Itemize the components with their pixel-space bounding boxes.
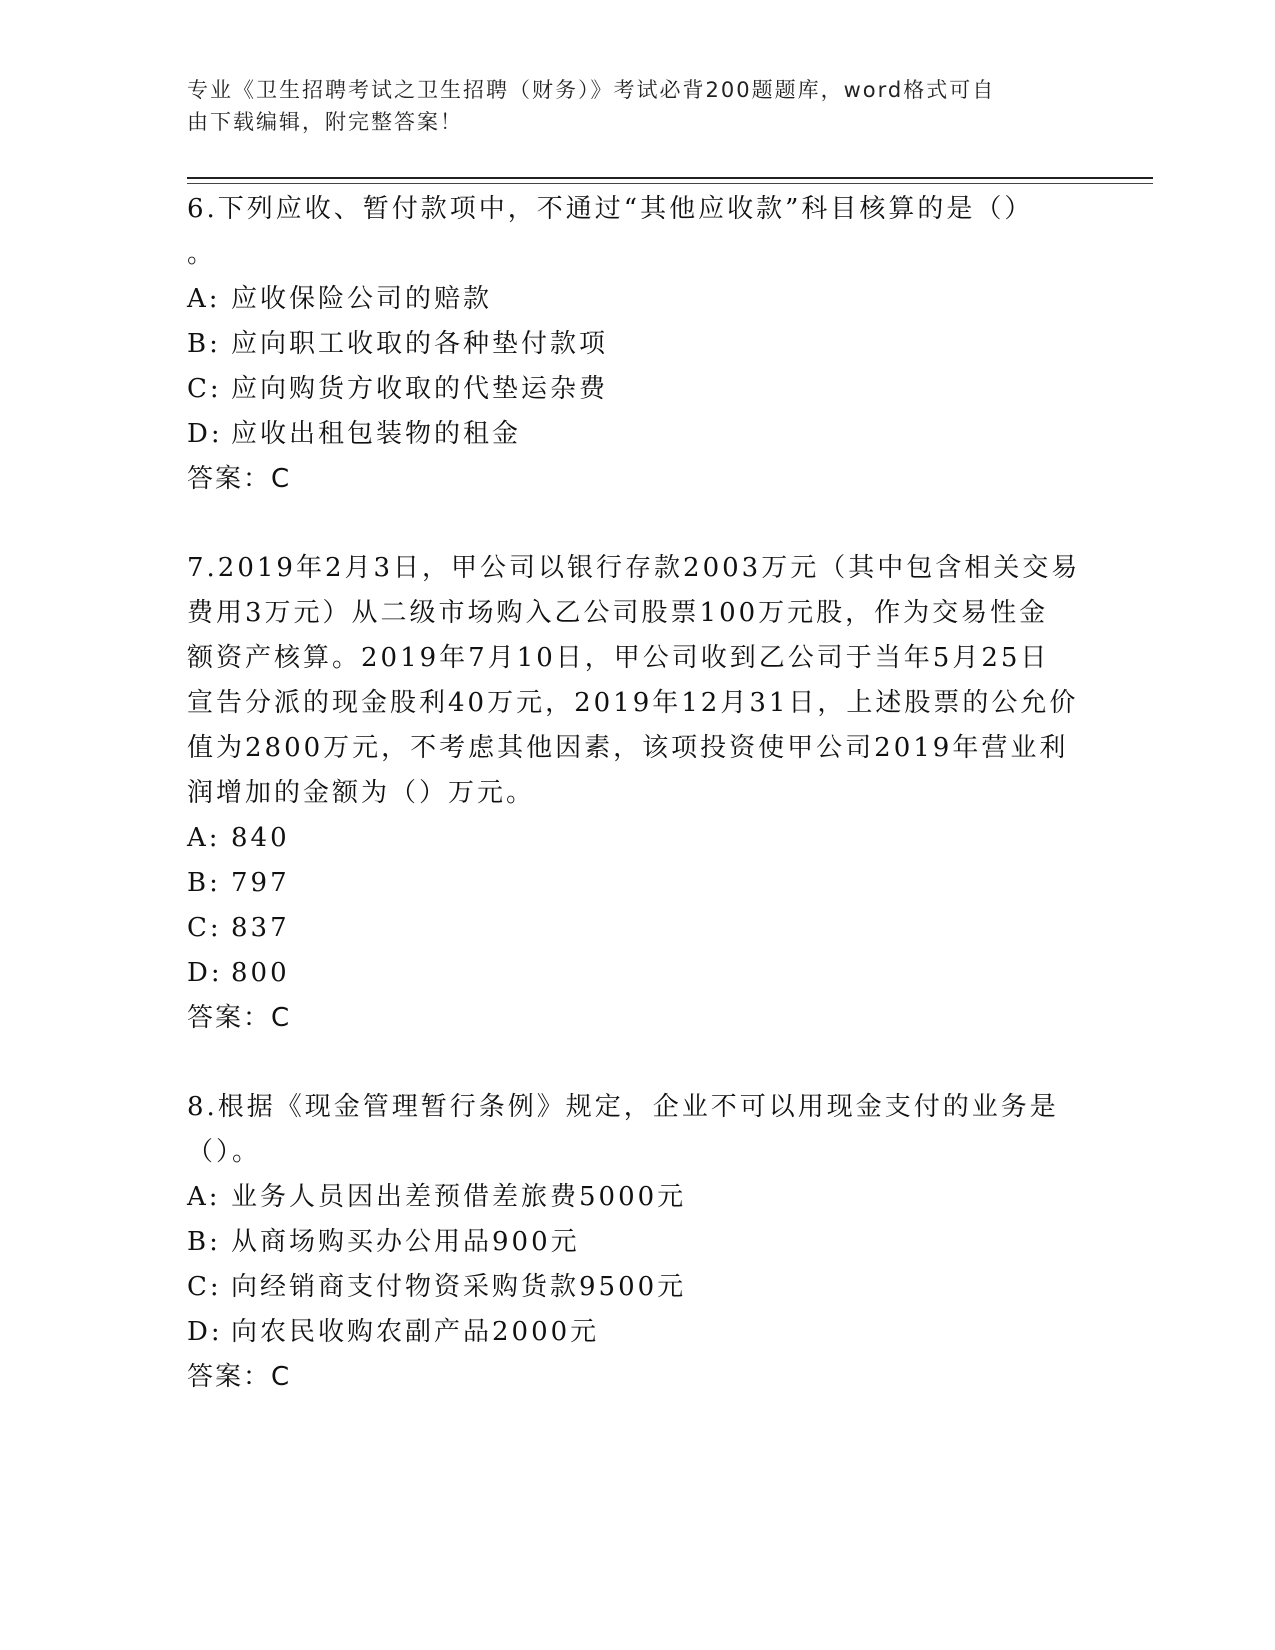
- option-b: [187, 1220, 1087, 1265]
- option-text: 应向购货方收取的代垫运杂费: [231, 374, 609, 404]
- header-line-1: 专业《卫生招聘考试之卫生招聘（财务）》考试必背200题题库，word格式可自: [187, 78, 996, 102]
- question-stem-line: 宣告分派的现金股利40万元，2019年12月31日，上述股票的公允价: [187, 688, 1079, 718]
- question-stem-line: 费用3万元）从二级市场购入乙公司股票100万元股，作为交易性金: [187, 598, 1049, 628]
- option-letter: B:: [187, 329, 221, 359]
- question-7: [187, 546, 1087, 1040]
- question-stem-line: 6.下列应收、暂付款项中，不通过“其他应收款”科目核算的是（）: [187, 194, 1034, 224]
- option-a: [187, 816, 1087, 861]
- option-letter: B:: [187, 868, 221, 898]
- option-text: 837: [231, 913, 290, 943]
- question-stem-line: 额资产核算。2019年7月10日，甲公司收到乙公司于当年5月25日: [187, 643, 1050, 673]
- question-stem-line: 8.根据《现金管理暂行条例》规定，企业不可以用现金支付的业务是: [187, 1092, 1059, 1122]
- option-b: [187, 322, 1087, 367]
- spacer: [187, 1040, 1087, 1085]
- option-a: [187, 1175, 1087, 1220]
- option-text: 797: [231, 868, 290, 898]
- option-letter: D:: [187, 419, 223, 449]
- option-c: [187, 906, 1087, 951]
- option-text: 应收保险公司的赔款: [231, 284, 493, 314]
- option-c: [187, 1265, 1087, 1310]
- question-stem-line: 值为2800万元，不考虑其他因素，该项投资使甲公司2019年营业利: [187, 733, 1069, 763]
- option-b: [187, 861, 1087, 906]
- question-6: [187, 187, 1087, 501]
- option-letter: A:: [187, 823, 221, 853]
- question-8: [187, 1085, 1087, 1399]
- option-letter: C:: [187, 1272, 222, 1302]
- option-letter: C:: [187, 913, 222, 943]
- option-text: 向经销商支付物资采购货款9500元: [231, 1272, 687, 1302]
- question-stem-line: 7.2019年2月3日，甲公司以银行存款2003万元（其中包含相关交易: [187, 553, 1081, 583]
- option-text: 应收出租包装物的租金: [231, 419, 522, 449]
- option-text: 800: [231, 958, 290, 988]
- answer: 答案：C: [187, 1362, 292, 1392]
- option-text: 向农民收购农副产品2000元: [231, 1317, 600, 1347]
- option-d: [187, 951, 1087, 996]
- option-text: 840: [231, 823, 290, 853]
- answer: 答案：C: [187, 464, 292, 494]
- option-a: [187, 277, 1087, 322]
- option-d: [187, 1310, 1087, 1355]
- option-letter: D:: [187, 958, 223, 988]
- answer: 答案：C: [187, 1003, 292, 1033]
- document-header: [187, 74, 1067, 138]
- question-stem-line: （）。: [187, 1137, 262, 1167]
- option-text: 业务人员因出差预借差旅费5000元: [231, 1182, 687, 1212]
- option-letter: A:: [187, 1182, 221, 1212]
- option-text: 应向职工收取的各种垫付款项: [231, 329, 609, 359]
- option-letter: C:: [187, 374, 222, 404]
- option-d: [187, 412, 1087, 457]
- option-letter: B:: [187, 1227, 221, 1257]
- spacer: [187, 501, 1087, 546]
- header-rule-thick: [187, 177, 1153, 179]
- question-stem-line: 润增加的金额为（）万元。: [187, 778, 536, 808]
- question-stem-line: 。: [187, 239, 217, 269]
- questions-list: [187, 187, 1087, 1399]
- option-c: [187, 367, 1087, 412]
- header-line-2: 由下载编辑，附完整答案！: [187, 110, 463, 134]
- option-letter: D:: [187, 1317, 223, 1347]
- option-letter: A:: [187, 284, 221, 314]
- header-rule-thin: [187, 183, 1153, 184]
- option-text: 从商场购买办公用品900元: [231, 1227, 580, 1257]
